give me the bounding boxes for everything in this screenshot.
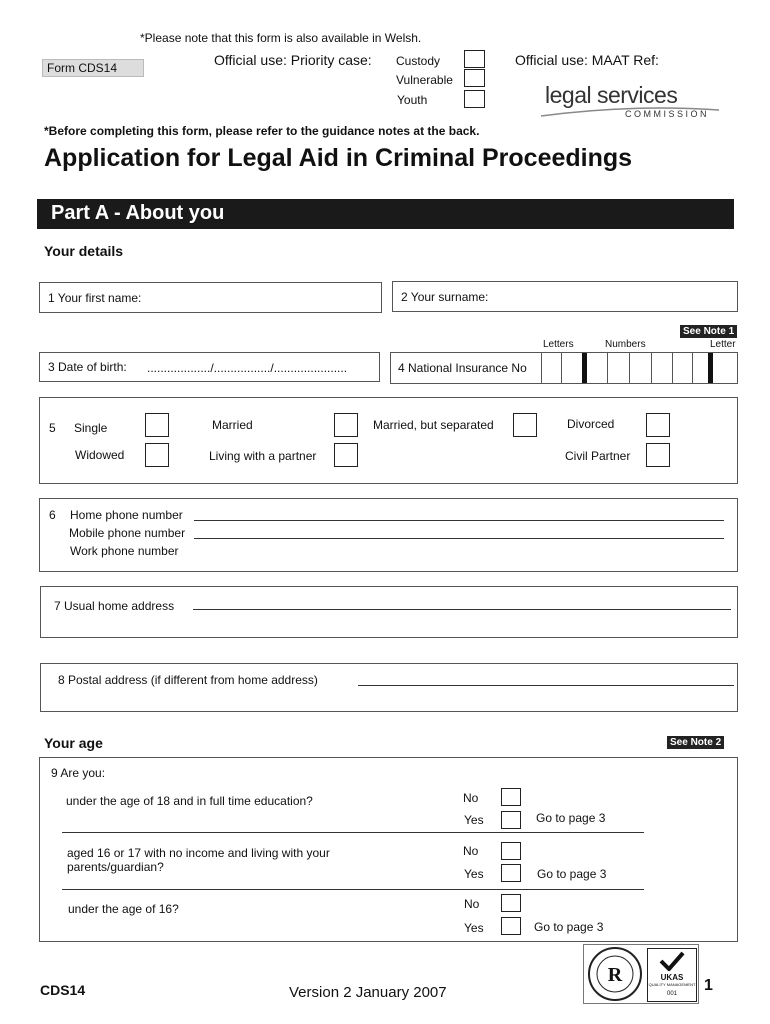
ukas-mark — [647, 948, 697, 1002]
q9a-text: under the age of 18 and in full time education? — [66, 794, 313, 808]
quality-seal-icon — [586, 946, 644, 1002]
ukas-number: 001 — [666, 991, 677, 997]
q9c-go-to[interactable]: Go to page 3 — [534, 920, 604, 934]
home-address-label: 7 Usual home address — [54, 599, 175, 613]
part-a-banner — [37, 199, 734, 229]
mobile-phone-input[interactable] — [194, 538, 724, 539]
work-phone-label: Work phone number — [70, 544, 179, 558]
page-number: 1 — [704, 977, 713, 994]
postal-address-section — [40, 663, 738, 712]
ukas-sub-text: QUALITY MANAGEMENT — [648, 982, 696, 987]
page-title: Application for Legal Aid in Criminal Proceedings — [44, 144, 633, 172]
form-code-label: Form CDS14 — [42, 59, 144, 77]
maat-ref-label: Official use: MAAT Ref: — [515, 52, 659, 68]
q9b-text: aged 16 or 17 with no income and living with your parents/guardian? — [67, 846, 330, 874]
divorced-checkbox[interactable] — [646, 413, 670, 437]
custody-label: Custody — [396, 54, 441, 68]
divider — [62, 889, 644, 890]
mobile-phone-label: Mobile phone number — [69, 526, 186, 540]
civil-partner-label: Civil Partner — [565, 449, 631, 463]
home-address-input[interactable] — [193, 609, 731, 610]
divider — [62, 832, 644, 833]
living-partner-label: Living with a partner — [209, 449, 317, 463]
your-details-heading: Your details — [44, 243, 124, 259]
q5-number: 5 — [49, 421, 56, 435]
youth-checkbox[interactable] — [464, 90, 485, 108]
footer-code: CDS14 — [40, 982, 86, 998]
married-label: Married — [212, 418, 253, 432]
ni-letter-label: Letter — [710, 339, 736, 350]
certification-logos — [583, 944, 699, 1004]
q9a-yes-label: Yes — [464, 813, 484, 827]
divorced-label: Divorced — [567, 417, 615, 431]
lsc-logo — [545, 82, 710, 119]
q9b-no-label: No — [463, 844, 479, 858]
part-a-heading: Part A - About you — [51, 202, 225, 224]
ni-letters-label: Letters — [543, 339, 574, 350]
married-separated-label: Married, but separated — [373, 418, 494, 432]
married-checkbox[interactable] — [334, 413, 358, 437]
q9c-yes-label: Yes — [464, 921, 484, 935]
first-name-field[interactable] — [39, 282, 382, 313]
home-phone-input[interactable] — [194, 520, 724, 521]
custody-checkbox[interactable] — [464, 50, 485, 68]
widowed-checkbox[interactable] — [145, 443, 169, 467]
ukas-text: UKAS — [660, 973, 684, 982]
single-checkbox[interactable] — [145, 413, 169, 437]
home-phone-label: Home phone number — [70, 508, 183, 522]
postal-address-label: 8 Postal address (if different from home address) — [58, 673, 318, 687]
see-note-2-badge[interactable]: See Note 2 — [667, 736, 724, 749]
q9c-text: under the age of 16? — [68, 902, 179, 916]
q9a-no-label: No — [463, 791, 479, 805]
marital-status-section — [39, 397, 738, 484]
q9c-no-label: No — [464, 897, 480, 911]
dob-blank: .................../................./...................... — [147, 361, 348, 375]
q9b-no-checkbox[interactable] — [501, 842, 521, 860]
see-note-1-badge[interactable]: See Note 1 — [680, 325, 737, 338]
dob-field[interactable] — [39, 352, 380, 382]
priority-case-label: Official use: Priority case: — [214, 52, 372, 68]
q9a-no-checkbox[interactable] — [501, 788, 521, 806]
welsh-note: *Please note that this form is also available in Welsh. — [140, 31, 422, 45]
age-section — [39, 757, 738, 942]
ni-numbers-label: Numbers — [605, 339, 646, 350]
ni-label: 4 National Insurance No — [398, 361, 527, 375]
q9a-yes-checkbox[interactable] — [501, 811, 521, 829]
dob-label: 3 Date of birth: — [48, 360, 127, 374]
married-separated-checkbox[interactable] — [513, 413, 537, 437]
postal-address-input[interactable] — [358, 685, 734, 686]
civil-partner-checkbox[interactable] — [646, 443, 670, 467]
first-name-label: 1 Your first name: — [48, 291, 142, 305]
q9b-yes-label: Yes — [464, 867, 484, 881]
guidance-note: *Before completing this form, please refer to the guidance notes at the back. — [44, 124, 480, 138]
vulnerable-label: Vulnerable — [396, 73, 453, 87]
svg-text:R: R — [607, 964, 623, 986]
home-address-section — [40, 586, 738, 638]
q9a-go-to[interactable]: Go to page 3 — [536, 811, 606, 825]
crown-tick-icon — [659, 951, 685, 971]
phone-section — [39, 498, 738, 572]
logo-main-text: legal services — [545, 82, 678, 108]
widowed-label: Widowed — [75, 448, 125, 462]
footer-version: Version 2 January 2007 — [289, 984, 447, 1001]
youth-label: Youth — [397, 93, 428, 107]
q9c-yes-checkbox[interactable] — [501, 917, 521, 935]
living-partner-checkbox[interactable] — [334, 443, 358, 467]
surname-field[interactable] — [392, 281, 738, 312]
q9b-go-to[interactable]: Go to page 3 — [537, 867, 607, 881]
q9c-no-checkbox[interactable] — [501, 894, 521, 912]
vulnerable-checkbox[interactable] — [464, 69, 485, 87]
surname-label: 2 Your surname: — [401, 290, 489, 304]
logo-sub-text: COMMISSION — [625, 109, 710, 119]
your-age-heading: Your age — [44, 735, 103, 751]
q9-label: 9 Are you: — [51, 766, 106, 780]
q6-number: 6 — [49, 508, 56, 522]
single-label: Single — [74, 421, 108, 435]
q9b-yes-checkbox[interactable] — [501, 864, 521, 882]
ni-number-field[interactable] — [390, 352, 738, 384]
